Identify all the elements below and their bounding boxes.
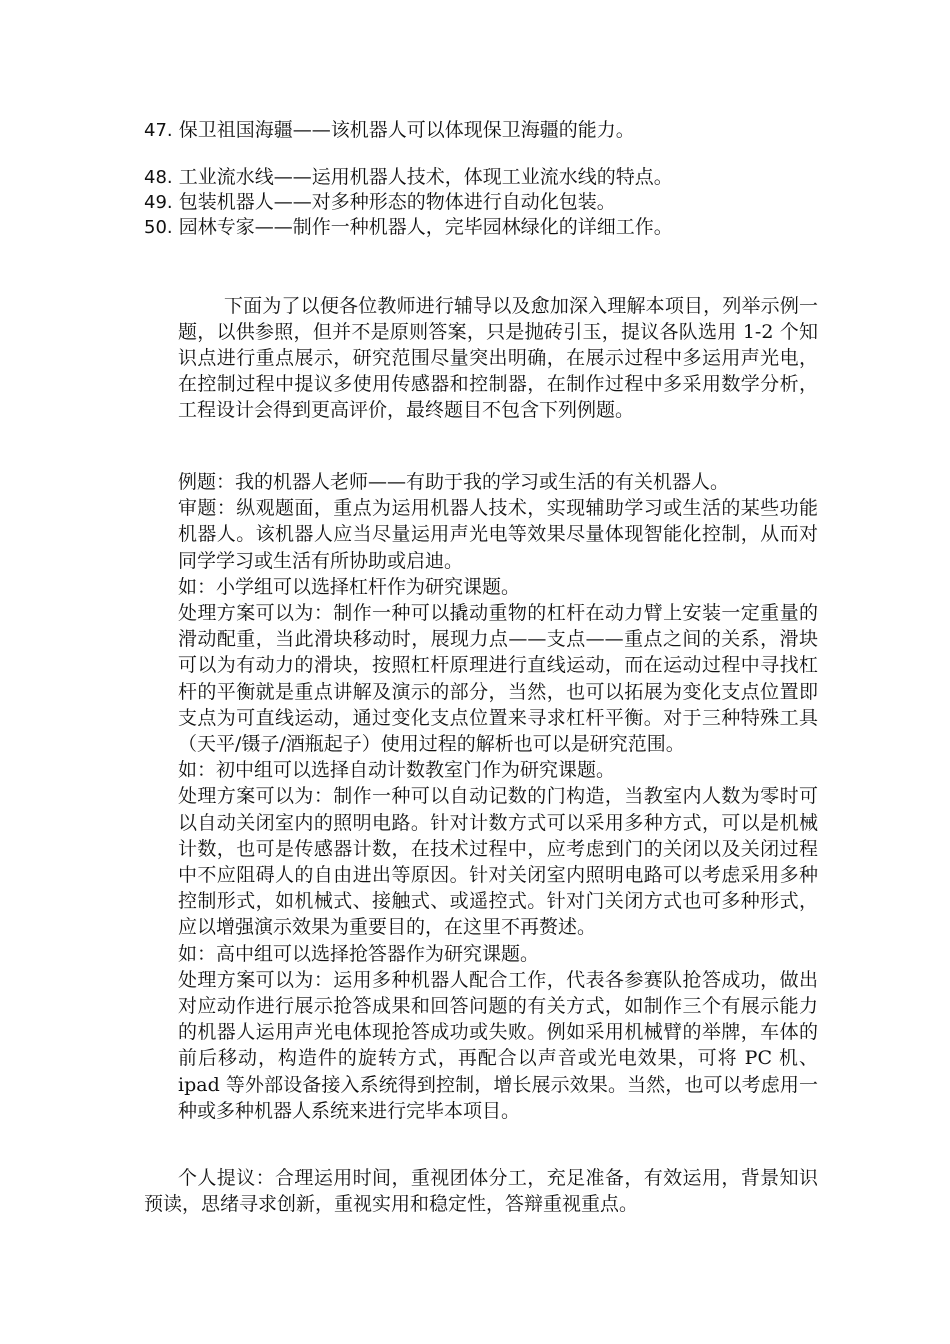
middle-solution: 处理方案可以为：制作一种可以自动记数的门构造，当教室内人数为零时可以自动关闭室内的照明电路。针对计数方式可以采用多种方式，可以是机械计数，也可是传感器计数，在技术过程中，应考虑到门的关闭以及关闭过程中不应阻碍人的自由进出等原因。针对关闭室内照明电路可以考虑采用多种控制形式，如机械式、接触式、或遥控式。针对门关闭方式也可多种形式，应以增强演示效果为重要目的，在这里不再赘述。 [178,785,818,939]
intro-paragraph: 下面为了以便各位教师进行辅导以及愈加深入理解本项目，列举示例一题，以供参照，但并不是原则答案，只是抛砖引玉，提议各队选用 1-2 个知识点进行重点展示，研究范围尽量突出明确，在展示过程中多运用声光电，在控制过程中提议多使用传感器和控制器，在制作过程中多采用数学分析，工程设计会得到更高评价，最终题目不包含下列例题。 [178,295,818,421]
list-item [144,118,844,143]
list-item-number: 47. [144,120,173,141]
middle-topic: 如：初中组可以选择自动计数教室门作为研究课题。 [178,759,616,782]
topic-list [144,118,844,240]
example-title: 例题：我的机器人老师——有助于我的学习或生活的有关机器人。 [178,471,730,493]
list-item-text: 保卫祖国海疆——该机器人可以体现保卫海疆的能力。 [178,119,635,141]
list-item-number: 49. [144,192,173,213]
list-item-number: 50. [144,217,173,238]
list-item-number: 48. [144,167,173,188]
list-item-text: 园林专家——制作一种机器人，完毕园林绿化的详细工作。 [178,216,673,238]
advice-paragraph: 个人提议：合理运用时间，重视团体分工，充足准备，有效运用，背景知识预读，思绪寻求创新，重视实用和稳定性，答辩重视重点。 [144,1167,818,1215]
high-topic: 如：高中组可以选择抢答器作为研究课题。 [178,942,540,965]
list-item [144,190,844,215]
list-item [144,215,844,240]
example-section [178,469,818,1124]
primary-solution: 处理方案可以为：制作一种可以撬动重物的杠杆在动力臂上安装一定重量的滑动配重，当此滑块移动时，展现力点——支点——重点之间的关系，滑块可以为有动力的滑块，按照杠杆原理进行直线运动，而在运动过程中寻找杠杆的平衡就是重点讲解及演示的部分，当然，也可以拓展为变化支点位置即支点为可直线运动，通过变化支点位置来寻求杠杆平衡。对于三种特殊工具（天平/镊子/酒瓶起子）使用过程的解析也可以是研究范围。 [178,602,818,756]
high-solution: 处理方案可以为：运用多种机器人配合工作，代表各参赛队抢答成功，做出对应动作进行展示抢答成果和回答问题的有关方式，如制作三个有展示能力的机器人运用声光电体现抢答成功或失败。例如采用机械臂的举牌，车体的前后移动，构造件的旋转方式，再配合以声音或光电效果，可将 PC 机、ipad 等外部设备接入系统得到控制，增长展示效果。当然，也可以考虑用一种或多种机器人系统来进行完毕本项目。 [178,968,818,1122]
example-analysis: 审题：纵观题面，重点为运用机器人技术，实现辅助学习或生活的某些功能机器人。该机器人应当尽量运用声光电等效果尽量体现智能化控制，从而对同学学习或生活有所协助或启迪。 [178,497,818,572]
list-item-text: 包装机器人——对多种形态的物体进行自动化包装。 [178,191,616,213]
primary-topic: 如：小学组可以选择杠杆作为研究课题。 [178,575,521,598]
list-item-text: 工业流水线——运用机器人技术，体现工业流水线的特点。 [178,166,673,188]
list-item [144,165,844,190]
